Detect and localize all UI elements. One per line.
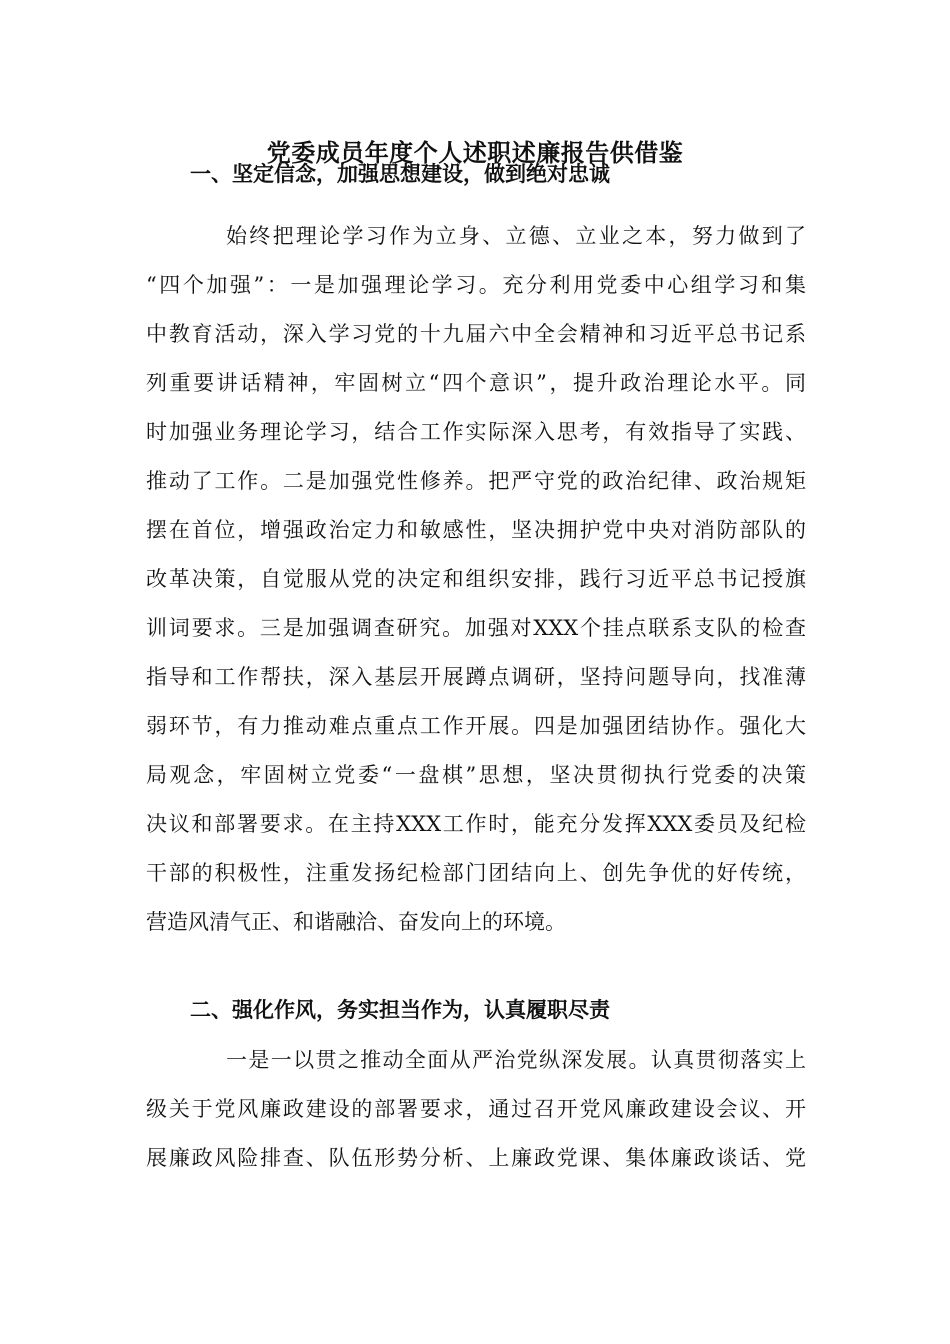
paragraph-line: 营造风清气正、和谐融洽、奋发向上的环境。: [146, 910, 566, 934]
paragraph-line: 推动了工作。二是加强党性修养。把严守党的政治纪律、政治规矩: [146, 469, 806, 493]
paragraph-line: 局观念，牢固树立党委“一盘棋”思想，坚决贯彻执行党委的决策: [146, 763, 806, 787]
paragraph-line: 训词要求。三是加强调查研究。加强对XXX个挂点联系支队的检查: [146, 616, 806, 640]
section-1-paragraph: [146, 212, 806, 947]
document-title: 党委成员年度个人述职述廉报告供借鉴: [266, 138, 684, 167]
paragraph-line: 时加强业务理论学习，结合工作实际深入思考，有效指导了实践、: [146, 420, 806, 444]
paragraph-line: 中教育活动，深入学习党的十九届六中全会精神和习近平总书记系: [146, 322, 806, 346]
paragraph-line: 级关于党风廉政建设的部署要求，通过召开党风廉政建设会议、开: [146, 1097, 806, 1121]
paragraph-line: 改革决策，自觉服从党的决定和组织安排，践行习近平总书记授旗: [146, 567, 806, 591]
section-heading-2: 二、强化作风，务实担当作为，认真履职尽责: [190, 997, 610, 1022]
paragraph-line: 列重要讲话精神，牢固树立“四个意识”，提升政治理论水平。同: [146, 371, 806, 395]
paragraph-line: 展廉政风险排查、队伍形势分析、上廉政党课、集体廉政谈话、党: [146, 1146, 806, 1170]
paragraph-line: “四个加强”：一是加强理论学习。充分利用党委中心组学习和集: [146, 273, 806, 297]
paragraph-line: 弱环节，有力推动难点重点工作开展。四是加强团结协作。强化大: [146, 714, 806, 738]
paragraph-line: 决议和部署要求。在主持XXX工作时，能充分发挥XXX委员及纪检: [146, 812, 806, 836]
section-2-paragraph: [146, 1036, 806, 1183]
paragraph-line: 一是一以贯之推动全面从严治党纵深发展。认真贯彻落实上: [226, 1048, 806, 1072]
paragraph-line: 指导和工作帮扶，深入基层开展蹲点调研，坚持问题导向，找准薄: [146, 665, 806, 689]
paragraph-line: 摆在首位，增强政治定力和敏感性，坚决拥护党中央对消防部队的: [146, 518, 806, 542]
section-heading-1: 一、坚定信念，加强思想建设，做到绝对忠诚: [190, 161, 610, 186]
paragraph-line: 始终把理论学习作为立身、立德、立业之本，努力做到了: [226, 224, 806, 248]
paragraph-line: 干部的积极性，注重发扬纪检部门团结向上、创先争优的好传统，: [146, 861, 806, 885]
